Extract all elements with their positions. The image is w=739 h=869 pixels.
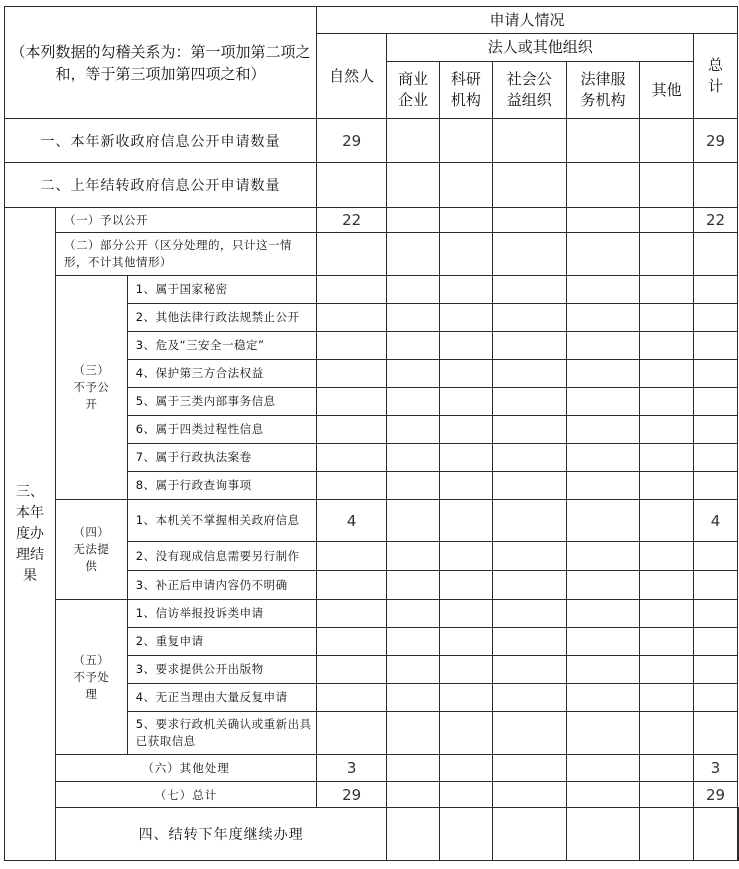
carried-over-label: 二、上年结转政府信息公开申请数量 [5,163,317,208]
table-note: （本列数据的勾稽关系为：第一项加第二项之和，等于第三项加第四项之和） [10,42,311,83]
org-header-commercial: 商业企业 [387,62,439,119]
list-item: 4、保护第三方合法权益 [127,360,316,388]
list-item: 5、要求行政机关确认或重新出具已获取信息 [127,712,316,755]
list-item: 4、无正当理由大量反复申请 [127,684,316,712]
list-item: 3、补正后申请内容仍不明确 [127,571,316,600]
other-process-label: （六）其他处理 [56,755,317,782]
total-header: 总计 [694,34,738,119]
list-item: 3、要求提供公开出版物 [127,656,316,684]
org-header-other: 其他 [640,62,694,119]
list-item: 1、信访举报投诉类申请 [127,600,316,628]
natural-person-header: 自然人 [316,34,386,119]
list-item: 7、属于行政执法案卷 [127,444,316,472]
org-header-research: 科研机构 [439,62,492,119]
org-header-legal-service: 法律服务机构 [566,62,640,119]
list-item: 8、属于行政查询事项 [127,472,316,500]
disclose-natural: 22 [316,208,386,233]
other-process-natural: 3 [316,755,386,782]
carry-forward-label: 四、结转下年度继续办理 [56,808,387,861]
new-requests-total: 29 [694,119,738,163]
disclose-label: （一）予以公开 [56,208,317,233]
list-item: 1、属于国家秘密 [127,276,316,304]
list-item: 2、其他法律行政法规禁止公开 [127,304,316,332]
not-process-label: （五）不予处理 [56,600,128,755]
list-item: 6、属于四类过程性信息 [127,416,316,444]
new-requests-label: 一、本年新收政府信息公开申请数量 [5,119,317,163]
results-sum-label: （七）总计 [56,782,317,808]
list-item: 2、没有现成信息需要另行制作 [127,542,316,571]
other-process-total: 3 [694,755,738,782]
list-item: 5、属于三类内部事务信息 [127,388,316,416]
disclose-total: 22 [694,208,738,233]
gov-info-disclosure-table [4,6,739,861]
list-item: 2、重复申请 [127,628,316,656]
new-requests-natural: 29 [316,119,386,163]
list-item: 1、本机关不掌握相关政府信息 [127,500,316,542]
applicant-situation-header: 申请人情况 [316,7,737,34]
unable-provide-label: （四）无法提供 [56,500,128,600]
results-sum-total: 29 [694,782,738,808]
table-note-cell [5,7,317,119]
unable-total: 4 [694,500,738,542]
partial-disclose-label: （二）部分公开（区分处理的，只计这一情形，不计其他情形） [56,233,317,276]
results-section-label: 三、本年度办理结果 [5,208,56,861]
unable-natural: 4 [316,500,386,542]
results-sum-natural: 29 [316,782,386,808]
not-disclose-label: （三）不予公开 [56,276,128,500]
legal-org-header: 法人或其他组织 [387,34,694,62]
org-header-public-welfare: 社会公益组织 [492,62,566,119]
list-item: 3、危及“三安全一稳定” [127,332,316,360]
